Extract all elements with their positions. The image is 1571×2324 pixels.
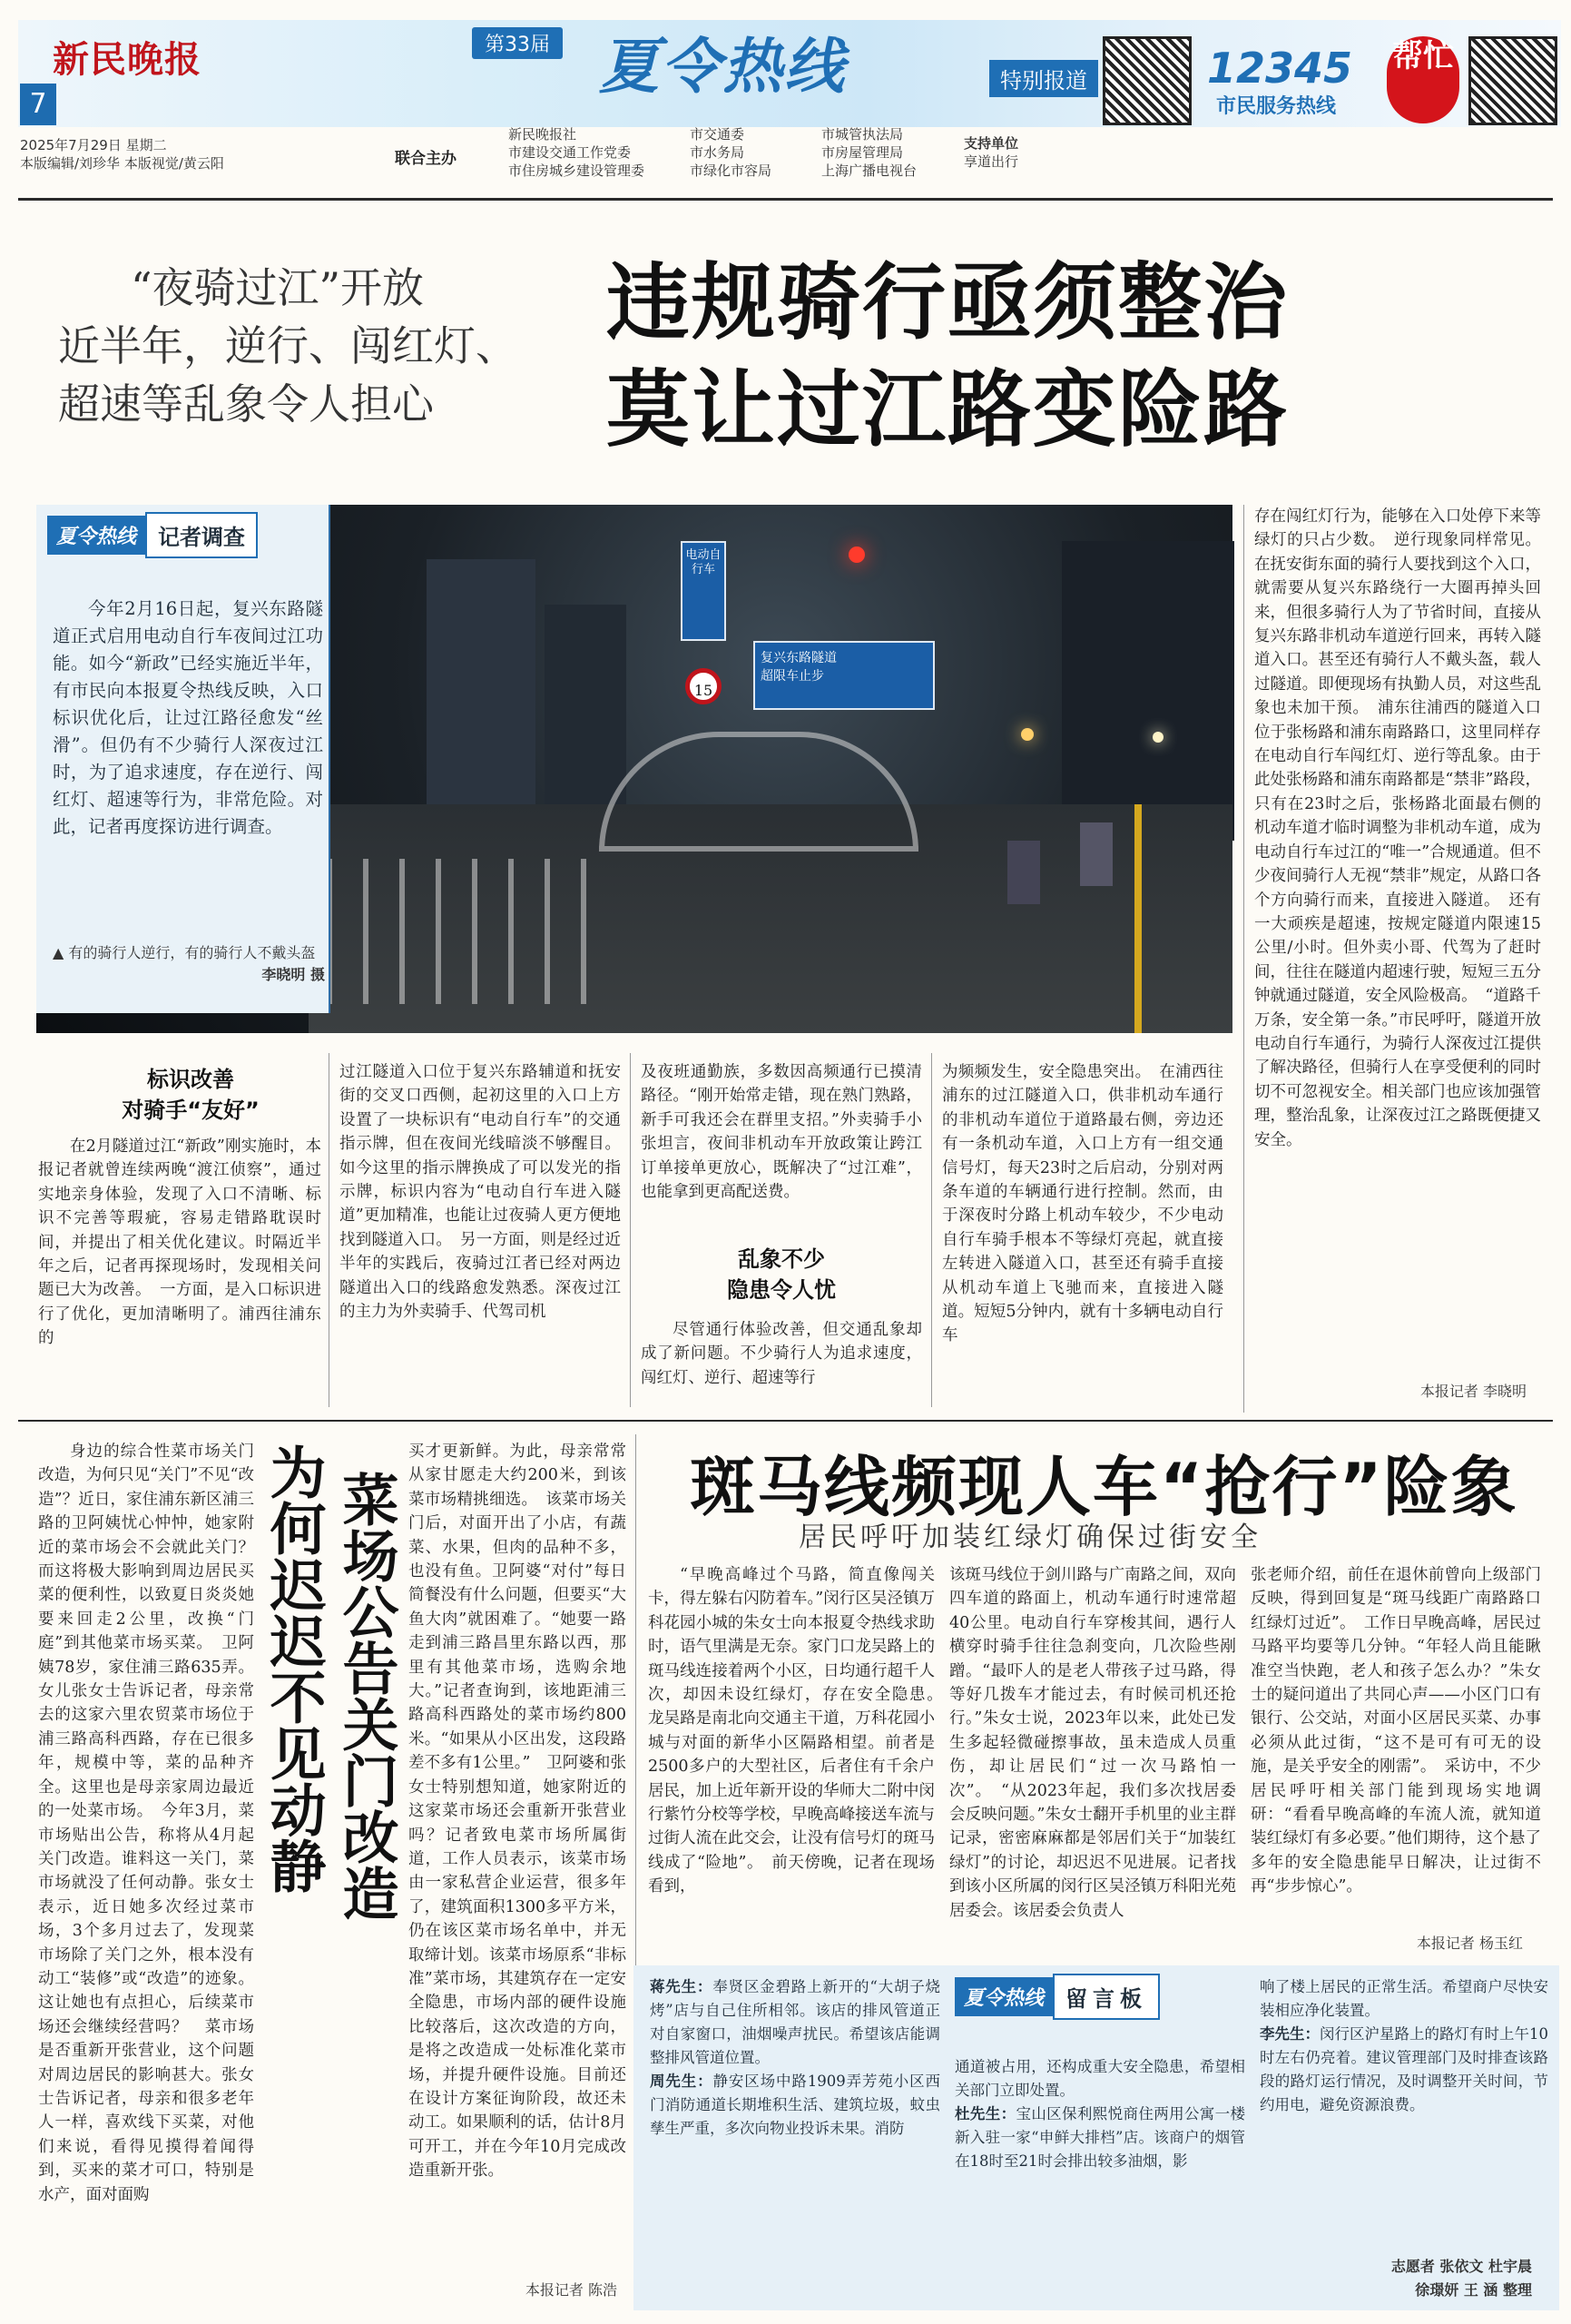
sponsor-item: 上海广播电视台 [821, 162, 918, 179]
badge-label: 留言板 [1053, 1974, 1160, 2020]
message-item [650, 2070, 940, 2141]
subhead-line: 对骑手“友好” [122, 1098, 260, 1123]
zebra-headline: 斑马线频现人车“抢行”险象 [690, 1449, 1518, 1525]
message-text: 闵行区沪星路上的路灯有时上午10时左右仍亮着。建议管理部门及时排查该路段的路灯运行情况，及时调整开关时间，节约用电，避免资源浪费。 [1260, 2025, 1548, 2113]
badge-brand: 夏令热线 [47, 516, 145, 555]
badge-brand: 夏令热线 [955, 1977, 1053, 2016]
kicker-line: 超速等乱象令人担心 [58, 379, 434, 428]
market-headline-a: 为何迟迟不见动静 [260, 1443, 327, 1894]
kicker-line: “夜骑过江”开放 [131, 263, 425, 312]
subhead-chaos [641, 1244, 922, 1305]
sign-text: 超限车止步 [761, 669, 824, 684]
section-rule [18, 1420, 1553, 1422]
badge-label: 记者调查 [145, 512, 258, 558]
sponsor-item: 新民晚报社 [508, 126, 577, 143]
seal-logo: 帮忙 [1387, 36, 1459, 123]
lead-kicker [58, 259, 584, 433]
support-name: 享道出行 [964, 153, 1019, 170]
lead-column-4: 为频频发生，安全隐患突出。 在浦西往浦东的过江隧道入口，供非机动车通行的非机动车道位于道路最右侧，旁边还有一条机动车道，入口上方有一组交通信号灯，每天23时之后启动，分别对两条车道的车辆通行进行控制。然而，由于深夜时分路上机动车较少，不少电动自行车骑手根本不等绿灯亮起，就直接左转进入隧道入口，甚至还有骑手直接从机动车道上飞驰而来，直接进入隧道。短短5分钟内，就有十多辆电动自行车 [942, 1063, 1223, 1345]
lead-column-1: 在2月隧道过江“新政”刚实施时，本报记者就曾连续两晚“渡江侦察”，通过实地亲身体验，发现了入口不清晰、标识不完善等瑕疵，容易走错路耽误时间，并提出了相关优化建议。时隔近半年之后，记者再探现场时，发现相关问题已大为改善。 一方面，是入口标识进行了优化，更加清晰明了。浦西往浦东的 [38, 1137, 321, 1348]
message-text: 通道被占用，还构成重大安全隐患，希望相关部门立即处置。 [955, 2058, 1245, 2099]
qr-code-icon [1103, 36, 1192, 125]
sponsor-item: 市住房城乡建设管理委 [508, 162, 645, 179]
sponsor-item: 市水务局 [690, 144, 745, 161]
market-column-2: 买才更新鲜。为此，母亲常常从家甘愿走大约200米，到该菜市场精挑细选。 该菜市场关门后，对面开出了小店，有蔬菜、水果，但肉的品种不多，也没有鱼。卫阿婆“对付”每日简餐没有什么问题，但要买“大鱼大肉”就困难了。“她要一路走到浦三路昌里东路以西，那里有其他菜市场，选购余地大。”记者查询到，该地距浦三路高科西路处的菜市场约800米。“如果从小区出发，这段路差不多有1公里。” 卫阿婆和张女士特别想知道，她家附近的这家菜市场还会重新开张营业吗？记者致电菜市场所属街道，工作人员表示，该菜市场由一家私营企业运营，很多年了，建筑面积1300多平方米，仍在该区菜市场名单中，并无取缔计划。该菜市场原系“非标准”菜市场，其建筑存在一定安全隐患，市场内部的硬件设施比较落后，这次改造的方向，是将之改造成一处标准化菜市场，并提升硬件设施。目前还在设计方案征询阶段，故还未动工。如果顺利的话，估计8月可开工，并在今年10月完成改造重新开张。 [408, 1443, 626, 2181]
hotline-number: 12345 [1207, 44, 1353, 93]
sign-tunnel [753, 641, 935, 710]
kicker-line: 近半年，逆行、闯红灯、 [58, 321, 517, 370]
qr-code-icon [1468, 36, 1557, 125]
caption-text: ▲ 有的骑行人逆行，有的骑行人不戴头盔 [53, 944, 316, 961]
photo-credit: 李晓明 摄 [261, 966, 325, 983]
message-organizers: 徐璟妍 王 涵 整理 [1415, 2281, 1532, 2299]
support-label: 支持单位 [964, 135, 1019, 152]
headline-line: 违规骑行亟须整治 [606, 254, 1290, 351]
zebra-column-3: 张老师介绍，前任在退休前曾向上级部门反映，得到回复是“斑马线距广南路路口红绿灯过近”。 工作日早晚高峰，居民过马路平均要等几分钟。“年轻人尚且能瞅准空当快跑，老人和孩子怎么办？”朱女士的疑问道出了共同心声——小区门口有银行、公交站，对面小区居民买菜、办事必须从此过街，“这不是可有可无的设施，是关乎安全的刚需”。 采访中，不少居民呼吁相关部门能到现场实地调研：“看看早晚高峰的车流人流，就知道装红绿灯有多必要。”他们期待，这个悬了多年的安全隐患能早日解决，让过街不再“步步惊心”。 [1251, 1566, 1541, 1896]
issue-date: 2025年7月29日 星期二 [20, 137, 167, 153]
photo-caption [53, 942, 325, 986]
sponsor-item: 市建设交通工作党委 [508, 144, 632, 161]
subhead-line: 隐患令人忧 [727, 1277, 836, 1303]
zebra-byline: 本报记者 杨玉红 [1416, 1935, 1523, 1952]
speed-limit-sign: 15 [685, 668, 722, 704]
hotline-name: 市民服务热线 [1216, 95, 1337, 118]
sponsor-list [508, 125, 644, 180]
support-unit [964, 134, 1018, 171]
page-editors: 本版编辑/刘珍华 本版视觉/黄云阳 [20, 155, 224, 172]
message-item [955, 2102, 1245, 2173]
dateline [20, 136, 224, 172]
sponsor-item: 市绿化市容局 [690, 162, 772, 179]
subhead-line: 乱象不少 [738, 1246, 825, 1272]
market-column-1: 身边的综合性菜市场关门改造，为何只见“关门”不见“改造”？近日，家住浦东新区浦三路的卫阿姨忧心忡忡，她家附近的菜市场会不会就此关门？而这将极大影响到周边居民买菜的便利性，以致夏日炎炎她要来回走2公里，改换“门庭”到其他菜市场买菜。 卫阿姨78岁，家住浦三路635弄。女儿张女士告诉记者，母亲常去的这家六里农贸菜市场位于浦三路高科西路，存在已很多年，规模中等，菜的品种齐全。这里也是母亲家周边最近的一处菜市场。 今年3月，菜市场贴出公告，称将从4月起关门改造。谁料这一关门，菜市场就没了任何动静。张女士表示，近日她多次经过菜市场，3个多月过去了，发现菜市场除了关门之外，根本没有动工“装修”或“改造”的迹象。这让她也有点担心，后续菜市场还会继续经营吗？ 菜市场是否重新开张营业，这个问题对周边居民的影响甚大。张女士告诉记者，母亲和很多老年人一样，喜欢线下买菜，对他们来说，看得见摸得着闻得到，买来的菜才可口，特别是水产，面对面购 [38, 1443, 254, 2204]
message-author: 杜先生： [955, 2105, 1016, 2122]
sponsor-list [690, 125, 771, 180]
lead-column-3: 及夜班通勤族，多数因高频通行已摸清路径。“刚开始常走错，现在熟门熟路，新手可我还会在群里支招。”外卖骑手小张坦言，夜间非机动车开放政策让跨江订单接单更放心，既解决了“过江难”，也能拿到更高配送费。 [641, 1063, 922, 1202]
message-item [650, 1975, 940, 2070]
market-headline-b: 菜场公告关门改造 [333, 1471, 399, 1921]
lead-intro: 今年2月16日起，复兴东路隧道正式启用电动自行车夜间过江功能。如今“新政”已经实施近半年，有市民向本报夏令热线反映，入口标识优化后，让过江路径愈发“丝滑”。但仍有不少骑行人深夜过江时，为了追求速度，存在逆行、闯红灯、超速等行为，非常危险。对此，记者再度探访进行调查。 [53, 598, 323, 837]
message-item [1260, 2023, 1548, 2117]
red-light-icon [849, 547, 865, 563]
subhead-signage [54, 1064, 327, 1126]
message-column-1 [650, 1975, 940, 2302]
sign-ev: 电动自行车 [681, 541, 726, 641]
masthead-rule [18, 198, 1553, 201]
sponsor-item: 市交通委 [690, 126, 745, 143]
message-author: 蒋先生： [650, 1978, 713, 1995]
page-number: 7 [20, 84, 56, 125]
zebra-column-2: 该斑马线位于剑川路与广南路之间，双向四车道的路面上，机动车通行时速常超40公里。电动自行车穿梭其间，遇行人横穿时骑手往往急刹变向，几次险些剐蹭。“最吓人的是老人带孩子过马路，得等好几拨车才能过去，有时候司机还抢行。”朱女士说，2023年以来，此处已发生多起轻微碰擦事故，虽未造成人员重伤，却让居民们“过一次马路怕一次”。 “从2023年起，我们多次找居委会反映问题。”朱女士翻开手机里的业主群记录，密密麻麻都是邻居们关于“加装红绿灯”的讨论，却迟迟不见进展。记者找到该小区所属的闵行区吴泾镇万科阳光苑居委会。该居委会负责人 [949, 1566, 1236, 1920]
lead-column-3b: 尽管通行体验改善，但交通乱象却成了新问题。不少骑行人为追求速度，闯红灯、逆行、超速等行 [641, 1321, 922, 1387]
sign-text: 复兴东路隧道 [761, 651, 837, 665]
message-board-badge [955, 1977, 1160, 2015]
lead-column-2: 过江隧道入口位于复兴东路辅道和抚安街的交叉口西侧，起初这里的入口上方设置了一块标识有“电动自行车”的交通指示牌，但在夜间光线暗淡不够醒目。如今这里的指示牌换成了可以发光的指示牌，标识内容为“电动自行车进入隧道”更加精准，也能让过夜骑人更方便地找到隧道入口。 另一方面，则是经过近半年的实践后，夜骑过江者已经对两边隧道出入口的线路愈发熟悉。深夜过江的主力为外卖骑手、代驾司机 [339, 1063, 621, 1322]
sponsor-label: 联合主办 [395, 150, 457, 168]
hotline-title: 夏令热线 [599, 32, 846, 102]
subhead-line: 标识改善 [147, 1067, 234, 1092]
message-text: 宝山区保利熙悦商住两用公寓一楼新入驻一家“申鲜大排档”店。该商户的烟管在18时至21时会排出较多油烟，影 [955, 2105, 1246, 2170]
edition-badge: 第33届 [472, 27, 563, 59]
lead-column-5: 存在闯红灯行为，能够在入口处停下来等绿灯的只占少数。 逆行现象同样常见。在抚安街东面的骑行人要找到这个入口，就需要从复兴东路绕行一大圈再掉头回来，但很多骑行人为了节省时间，直接从复兴东路非机动车道逆行回来，再转入隧道入口。甚至还有骑行人不戴头盔，载人过隧道。即便现场有执勤人员，对这些乱象也未加干预。 浦东往浦西的隧道入口位于张杨路和浦东南路路口，这里同样存在电动自行车闯红灯、逆行等乱象。由于此处张杨路和浦东南路都是“禁非”路段，只有在23时之后，张杨路北面最右侧的机动车道才临时调整为非机动车道，成为电动自行车过江的“唯一”合规通道。但不少夜间骑行人无视“禁非”规定，从路口各个方向骑行而来，直接进入隧道。 还有一大顽疾是超速，按规定隧道内限速15公里/小时。但外卖小哥、代驾为了赶时间，往往在隧道内超速行驶，短短三五分钟就通过隧道，安全风险极高。 “道路千万条，安全第一条。”市民呼吁，隧道开放电动自行车通行，为骑行人深夜过江提供了解决路径，但骑行人在享受便利的同时切不可忽视安全。相关部门也应该加强管理，整治乱象，让深夜过江之路既便捷又安全。 [1254, 507, 1541, 1149]
message-author: 李先生： [1260, 2025, 1320, 2043]
message-text: 静安区场中路1909弄芳苑小区西门消防通道长期堆积生活、建筑垃圾，蚊虫孳生严重，多次向物业投诉未果。消防 [650, 2073, 940, 2137]
special-report-tag: 特别报道 [989, 60, 1098, 97]
zebra-subhead: 居民呼吁加装红绿灯确保过街安全 [799, 1521, 1262, 1553]
lead-byline: 本报记者 李晓明 [1419, 1383, 1527, 1400]
newspaper-logo: 新民晚报 [53, 38, 201, 81]
rider-figure [1007, 841, 1040, 904]
message-column-2 [955, 2055, 1245, 2302]
investigation-badge [47, 516, 258, 554]
barrier-fence [327, 859, 617, 1004]
sponsor-item: 市城管执法局 [821, 126, 904, 143]
zebra-column-1: “早晚高峰过个马路，简直像闯关卡，得左躲右闪防着车。”闵行区吴泾镇万科花园小城的朱女士向本报夏令热线求助时，语气里满是无奈。家门口龙吴路上的斑马线连接着两个小区，日均通行超千人次，却因未设红绿灯，存在安全隐患。 龙吴路是南北向交通主干道，万科花园小城与对面的新华小区隔路相望。前者是2500多户的大型社区，后者住有千余户居民，加上近年新开设的华师大二附中闵行紫竹分校等学校，早晚高峰接送车流与过街人流在此交会，让没有信号灯的斑马线成了“险地”。 前天傍晚，记者在现场看到， [648, 1566, 951, 1896]
headline-line: 莫让过江路变险路 [606, 361, 1290, 458]
market-byline: 本报记者 陈浩 [525, 2281, 617, 2299]
sponsor-list [821, 125, 917, 180]
message-author: 周先生： [650, 2073, 713, 2090]
lead-headline [606, 250, 1289, 464]
message-volunteers: 志愿者 张依文 杜宇晨 [1390, 2258, 1532, 2275]
message-text: 奉贤区金碧路上新开的“大胡子烧烤”店与自己住所相邻。该店的排风管道正对自家窗口，油烟噪声扰民。希望该店能调整排风管道位置。 [650, 1978, 941, 2066]
message-text: 响了楼上居民的正常生活。希望商户尽快安装相应净化装置。 [1260, 1978, 1548, 2019]
sponsor-item: 市房屋管理局 [821, 144, 904, 161]
message-column-3 [1260, 1975, 1548, 2248]
